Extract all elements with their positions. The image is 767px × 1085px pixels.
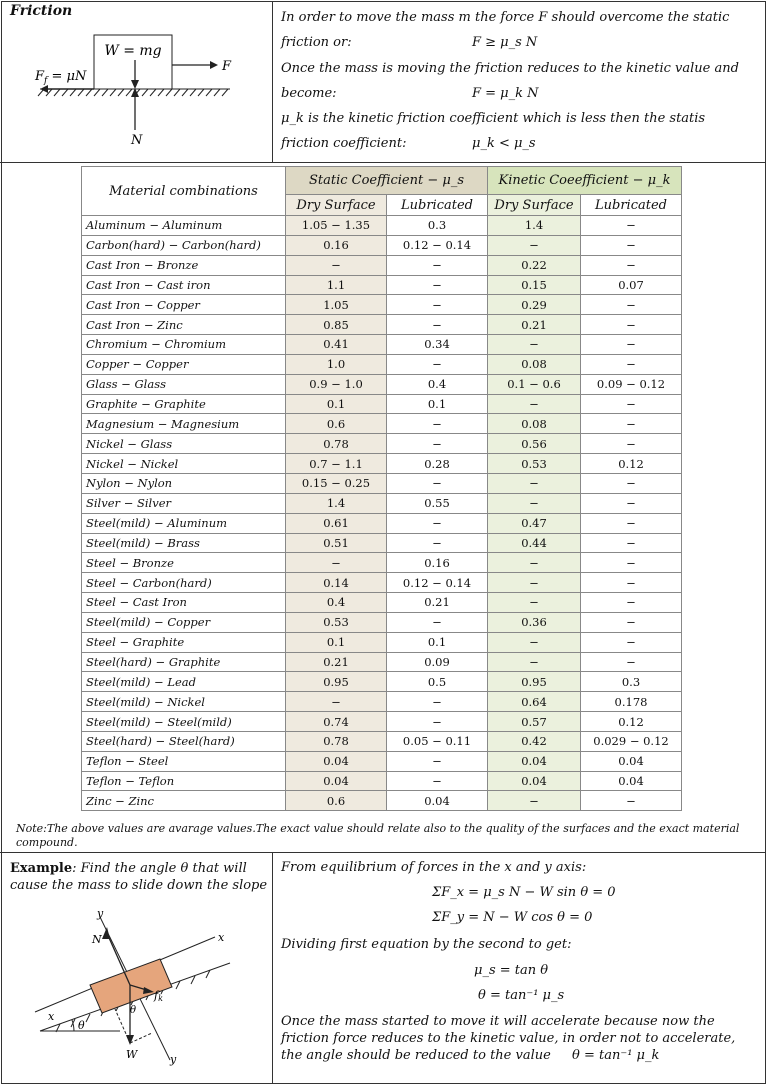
- value-cell: −: [488, 553, 581, 573]
- value-cell: −: [387, 295, 488, 315]
- table-row: [82, 454, 682, 474]
- table-row: [82, 672, 682, 692]
- friction-diagram: [30, 30, 250, 155]
- value-cell: −: [581, 553, 682, 573]
- theta-label-2: θ: [130, 1005, 137, 1016]
- material-cell: Silver − Silver: [82, 493, 286, 513]
- value-cell: 0.16: [286, 235, 387, 255]
- value-cell: 0.41: [286, 335, 387, 355]
- value-cell: 0.55: [387, 493, 488, 513]
- material-cell: Cast Iron − Cast iron: [82, 275, 286, 295]
- section-title: Friction: [10, 3, 73, 19]
- value-cell: −: [387, 771, 488, 791]
- equation: θ = tan⁻¹ μ_k: [572, 1048, 660, 1063]
- value-cell: −: [581, 791, 682, 811]
- value-cell: −: [488, 593, 581, 613]
- y-axis-label-2: y: [170, 1053, 177, 1066]
- value-cell: 0.07: [581, 275, 682, 295]
- material-cell: Magnesium − Magnesium: [82, 414, 286, 434]
- value-cell: −: [387, 612, 488, 632]
- y-axis-label: y: [97, 907, 104, 920]
- value-cell: 0.1 − 0.6: [488, 374, 581, 394]
- table-row: [82, 216, 682, 236]
- value-cell: 0.78: [286, 731, 387, 751]
- value-cell: 0.16: [387, 553, 488, 573]
- table-row: [82, 414, 682, 434]
- value-cell: 1.4: [286, 493, 387, 513]
- value-cell: −: [286, 553, 387, 573]
- material-cell: Steel(mild) − Copper: [82, 612, 286, 632]
- material-cell: Cast Iron − Copper: [82, 295, 286, 315]
- material-cell: Teflon − Teflon: [82, 771, 286, 791]
- w-label: W: [126, 1048, 138, 1061]
- value-cell: −: [387, 414, 488, 434]
- value-cell: −: [488, 573, 581, 593]
- value-cell: 0.1: [387, 394, 488, 414]
- value-cell: 1.0: [286, 354, 387, 374]
- text-line: the angle should be reduced to the value: [281, 1048, 551, 1063]
- value-cell: −: [581, 612, 682, 632]
- material-cell: Steel − Graphite: [82, 632, 286, 652]
- incline-diagram: [30, 905, 250, 1075]
- value-cell: 0.04: [581, 771, 682, 791]
- value-cell: 0.1: [387, 632, 488, 652]
- value-cell: −: [581, 255, 682, 275]
- value-cell: 0.4: [286, 593, 387, 613]
- table-row: [82, 791, 682, 811]
- friction-table: [81, 166, 682, 811]
- table-row: [82, 712, 682, 732]
- value-cell: 0.64: [488, 692, 581, 712]
- value-cell: 0.4: [387, 374, 488, 394]
- table-row: [82, 513, 682, 533]
- value-cell: −: [387, 473, 488, 493]
- material-cell: Nickel − Glass: [82, 434, 286, 454]
- table-row: [82, 374, 682, 394]
- example-label: Example: [10, 861, 73, 876]
- value-cell: 0.47: [488, 513, 581, 533]
- table-row: [82, 295, 682, 315]
- material-cell: Nylon − Nylon: [82, 473, 286, 493]
- table-row: [82, 632, 682, 652]
- material-cell: Steel(mild) − Lead: [82, 672, 286, 692]
- material-cell: Steel − Bronze: [82, 553, 286, 573]
- value-cell: 0.05 − 0.11: [387, 731, 488, 751]
- value-cell: −: [488, 791, 581, 811]
- value-cell: 0.12 − 0.14: [387, 235, 488, 255]
- value-cell: 0.04: [488, 751, 581, 771]
- table-row: [82, 493, 682, 513]
- table-row: [82, 315, 682, 335]
- header-material: Material combinations: [82, 167, 286, 216]
- example-question: [10, 860, 272, 894]
- equation: μ_s = tan θ: [474, 963, 549, 978]
- value-cell: 0.21: [387, 593, 488, 613]
- x-axis-label-2: x: [48, 1010, 55, 1023]
- value-cell: 0.04: [581, 751, 682, 771]
- value-cell: −: [581, 632, 682, 652]
- material-cell: Aluminum − Aluminum: [82, 216, 286, 236]
- material-cell: Copper − Copper: [82, 354, 286, 374]
- material-cell: Steel − Cast Iron: [82, 593, 286, 613]
- table-row: [82, 335, 682, 355]
- value-cell: 0.04: [286, 771, 387, 791]
- value-cell: 1.05 − 1.35: [286, 216, 387, 236]
- table-row: [82, 533, 682, 553]
- value-cell: 0.12: [581, 454, 682, 474]
- sub-header: Lubricated: [387, 195, 488, 216]
- value-cell: 0.04: [286, 751, 387, 771]
- force-label: F: [222, 59, 232, 74]
- value-cell: 0.09: [387, 652, 488, 672]
- value-cell: 0.51: [286, 533, 387, 553]
- material-cell: Cast Iron − Zinc: [82, 315, 286, 335]
- value-cell: −: [581, 235, 682, 255]
- n-label: N: [92, 933, 102, 946]
- table-row: [82, 354, 682, 374]
- value-cell: 0.53: [286, 612, 387, 632]
- value-cell: 0.3: [387, 216, 488, 236]
- value-cell: −: [581, 216, 682, 236]
- value-cell: 0.1: [286, 632, 387, 652]
- table-row: [82, 573, 682, 593]
- value-cell: 0.95: [488, 672, 581, 692]
- value-cell: −: [387, 712, 488, 732]
- example-text: : Find the angle θ that will cause the mass to slide down the slope: [10, 861, 268, 893]
- table-row: [82, 553, 682, 573]
- value-cell: 0.5: [387, 672, 488, 692]
- material-cell: Zinc − Zinc: [82, 791, 286, 811]
- value-cell: 0.21: [488, 315, 581, 335]
- material-cell: Nickel − Nickel: [82, 454, 286, 474]
- equation: F = μ_k N: [472, 86, 539, 101]
- material-cell: Chromium − Chromium: [82, 335, 286, 355]
- value-cell: 0.74: [286, 712, 387, 732]
- value-cell: −: [581, 315, 682, 335]
- table-row: [82, 692, 682, 712]
- value-cell: 0.9 − 1.0: [286, 374, 387, 394]
- value-cell: −: [581, 335, 682, 355]
- value-cell: −: [581, 593, 682, 613]
- value-cell: 0.22: [488, 255, 581, 275]
- value-cell: 0.21: [286, 652, 387, 672]
- material-cell: Steel − Carbon(hard): [82, 573, 286, 593]
- text-line: Once the mass started to move it will accelerate because now the: [281, 1014, 715, 1029]
- value-cell: 1.4: [488, 216, 581, 236]
- text-line: Once the mass is moving the friction reduces to the kinetic value and: [281, 61, 739, 76]
- value-cell: 0.95: [286, 672, 387, 692]
- value-cell: −: [581, 493, 682, 513]
- text-line: friction or:: [281, 35, 352, 50]
- value-cell: 0.15 − 0.25: [286, 473, 387, 493]
- table-row: [82, 771, 682, 791]
- value-cell: −: [387, 513, 488, 533]
- value-cell: −: [488, 235, 581, 255]
- table-row: [82, 434, 682, 454]
- value-cell: 0.29: [488, 295, 581, 315]
- text-line: Dividing first equation by the second to get:: [281, 937, 572, 952]
- value-cell: −: [387, 275, 488, 295]
- material-cell: Cast Iron − Bronze: [82, 255, 286, 275]
- table-row: [82, 612, 682, 632]
- value-cell: −: [581, 473, 682, 493]
- value-cell: 0.12 − 0.14: [387, 573, 488, 593]
- value-cell: −: [387, 315, 488, 335]
- fk-label: fk: [154, 989, 163, 1003]
- material-cell: Glass − Glass: [82, 374, 286, 394]
- value-cell: 0.12: [581, 712, 682, 732]
- text-line: friction coefficient:: [281, 136, 407, 151]
- material-cell: Steel(hard) − Steel(hard): [82, 731, 286, 751]
- value-cell: −: [488, 394, 581, 414]
- value-cell: 0.7 − 1.1: [286, 454, 387, 474]
- value-cell: 0.1: [286, 394, 387, 414]
- normal-label: N: [131, 133, 143, 148]
- value-cell: 0.6: [286, 791, 387, 811]
- friction-label: $F_f = \mu N$: [35, 69, 87, 86]
- value-cell: −: [387, 692, 488, 712]
- value-cell: −: [488, 652, 581, 672]
- material-cell: Carbon(hard) − Carbon(hard): [82, 235, 286, 255]
- text-line: become:: [281, 86, 337, 101]
- header-static: Static Coefficient − μ_s: [286, 167, 488, 195]
- sub-header: Lubricated: [581, 195, 682, 216]
- value-cell: −: [488, 335, 581, 355]
- value-cell: −: [581, 394, 682, 414]
- value-cell: 1.1: [286, 275, 387, 295]
- material-cell: Steel(mild) − Nickel: [82, 692, 286, 712]
- value-cell: 0.14: [286, 573, 387, 593]
- note: Note:The above values are avarage values.The exact value should relate also to the quality of the surfaces and the exact material compound.: [16, 822, 740, 849]
- value-cell: 0.09 − 0.12: [581, 374, 682, 394]
- value-cell: 0.15: [488, 275, 581, 295]
- value-cell: 0.53: [488, 454, 581, 474]
- equation: ΣF_y = N − W cos θ = 0: [432, 910, 593, 925]
- divider: [272, 1, 273, 162]
- equation: μ_k < μ_s: [472, 136, 536, 151]
- value-cell: 0.56: [488, 434, 581, 454]
- value-cell: 0.029 − 0.12: [581, 731, 682, 751]
- value-cell: 1.05: [286, 295, 387, 315]
- sub-header: Dry Surface: [286, 195, 387, 216]
- sub-header: Dry Surface: [488, 195, 581, 216]
- weight-label: W = mg: [104, 43, 162, 59]
- divider: [0, 162, 765, 163]
- equation: θ = tan⁻¹ μ_s: [478, 988, 565, 1003]
- table-row: [82, 235, 682, 255]
- value-cell: 0.57: [488, 712, 581, 732]
- material-cell: Steel(mild) − Steel(mild): [82, 712, 286, 732]
- text-line: friction force reduces to the kinetic value, in order not to accelerate,: [281, 1031, 736, 1046]
- value-cell: −: [488, 493, 581, 513]
- value-cell: −: [581, 434, 682, 454]
- material-cell: Steel(mild) − Brass: [82, 533, 286, 553]
- table-row: [82, 394, 682, 414]
- value-cell: 0.08: [488, 354, 581, 374]
- equation: ΣF_x = μ_s N − W sin θ = 0: [432, 885, 616, 900]
- value-cell: 0.08: [488, 414, 581, 434]
- header-kinetic: Kinetic Coeefficient − μ_k: [488, 167, 682, 195]
- value-cell: 0.44: [488, 533, 581, 553]
- material-cell: Graphite − Graphite: [82, 394, 286, 414]
- table-row: [82, 593, 682, 613]
- divider: [0, 852, 765, 853]
- table-row: [82, 751, 682, 771]
- value-cell: 0.28: [387, 454, 488, 474]
- value-cell: 0.34: [387, 335, 488, 355]
- value-cell: −: [581, 295, 682, 315]
- value-cell: −: [581, 414, 682, 434]
- x-axis-label: x: [218, 931, 225, 944]
- text-line: In order to move the mass m the force F should overcome the static: [281, 10, 730, 25]
- theta-label: θ: [78, 1019, 85, 1032]
- value-cell: 0.178: [581, 692, 682, 712]
- value-cell: 0.04: [488, 771, 581, 791]
- value-cell: 0.85: [286, 315, 387, 335]
- table-row: [82, 275, 682, 295]
- value-cell: 0.78: [286, 434, 387, 454]
- value-cell: 0.61: [286, 513, 387, 533]
- value-cell: −: [488, 473, 581, 493]
- equation: F ≥ μ_s N: [472, 35, 538, 50]
- value-cell: 0.6: [286, 414, 387, 434]
- value-cell: 0.3: [581, 672, 682, 692]
- material-cell: Steel(hard) − Graphite: [82, 652, 286, 672]
- value-cell: −: [581, 354, 682, 374]
- value-cell: −: [581, 652, 682, 672]
- value-cell: −: [286, 692, 387, 712]
- value-cell: 0.42: [488, 731, 581, 751]
- text-line: From equilibrium of forces in the x and y axis:: [281, 860, 587, 875]
- value-cell: −: [387, 354, 488, 374]
- value-cell: 0.04: [387, 791, 488, 811]
- material-cell: Teflon − Steel: [82, 751, 286, 771]
- value-cell: −: [387, 751, 488, 771]
- table-row: [82, 731, 682, 751]
- value-cell: 0.36: [488, 612, 581, 632]
- text-line: μ_k is the kinetic friction coefficient which is less then the statis: [281, 111, 706, 126]
- value-cell: −: [387, 533, 488, 553]
- value-cell: −: [581, 513, 682, 533]
- table-row: [82, 473, 682, 493]
- value-cell: −: [286, 255, 387, 275]
- value-cell: −: [581, 573, 682, 593]
- table-row: [82, 652, 682, 672]
- material-cell: Steel(mild) − Aluminum: [82, 513, 286, 533]
- value-cell: −: [581, 533, 682, 553]
- value-cell: −: [387, 255, 488, 275]
- table-row: [82, 255, 682, 275]
- divider: [272, 852, 273, 1083]
- value-cell: −: [488, 632, 581, 652]
- value-cell: −: [387, 434, 488, 454]
